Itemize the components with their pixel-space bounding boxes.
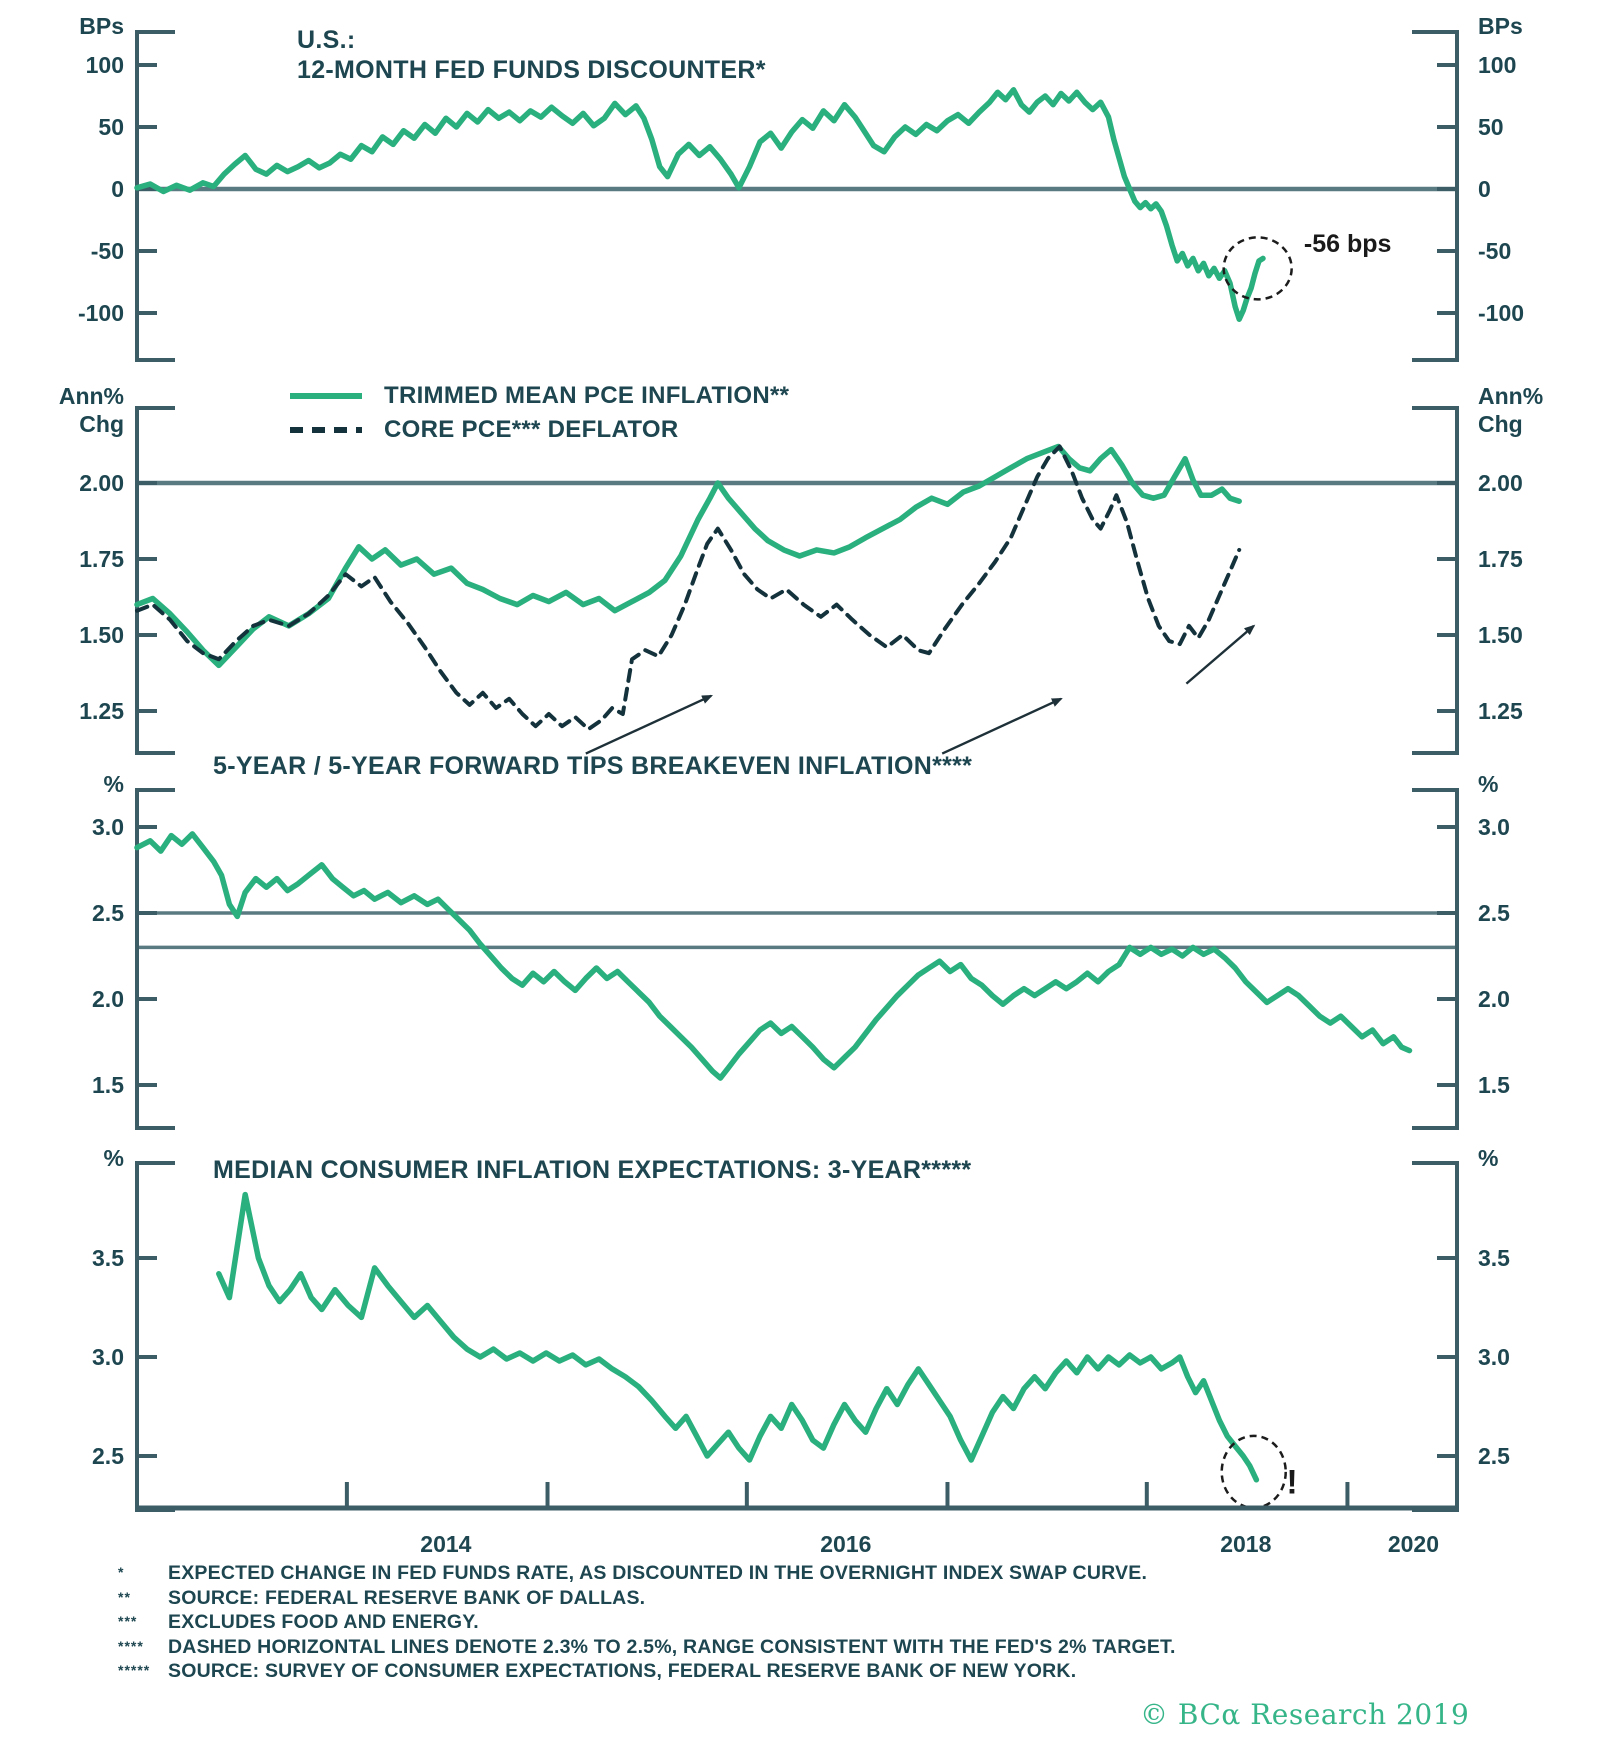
y-tick-label: 1.75	[1478, 546, 1523, 572]
right-axis	[1412, 790, 1457, 1128]
series-line-12-month-fed-funds-discounter	[137, 90, 1263, 319]
solid-green-line-swatch	[290, 393, 362, 399]
right-axis	[1412, 408, 1457, 753]
panel4	[92, 1145, 1510, 1510]
y-tick-label: 100	[1478, 52, 1517, 78]
y-axis-unit-label: Chg	[79, 411, 124, 437]
x-axis-year-label: 2018	[1220, 1531, 1272, 1557]
x-axis-year-label: 2014	[420, 1531, 472, 1557]
footnote-text: SOURCE: FEDERAL RESERVE BANK OF DALLAS.	[168, 1586, 646, 1609]
footnote-star: ***	[118, 1613, 138, 1629]
right-axis	[1412, 32, 1457, 360]
footnote-row	[118, 1660, 1448, 1685]
footnote-star: ****	[118, 1637, 144, 1654]
y-tick-label: 3.5	[92, 1245, 124, 1271]
footnote-text: EXPECTED CHANGE IN FED FUNDS RATE, AS DISCOUNTED IN THE OVERNIGHT INDEX SWAP CURVE.	[168, 1562, 1148, 1584]
panel3-title: 5-YEAR / 5-YEAR FORWARD TIPS BREAKEVEN INFLATION****	[213, 752, 973, 780]
y-tick-label: 1.75	[79, 546, 124, 572]
series-line-core-pce-deflator	[137, 447, 1239, 730]
trend-arrow-annotation	[942, 699, 1061, 754]
footnote-text: SOURCE: SURVEY OF CONSUMER EXPECTATIONS, FEDERAL RESERVE BANK OF NEW YORK.	[168, 1660, 1077, 1682]
y-axis-unit-label: %	[103, 1145, 124, 1171]
y-tick-label: 2.0	[1478, 986, 1510, 1012]
y-tick-label: 3.0	[92, 814, 124, 840]
footnote-star: **	[118, 1588, 131, 1605]
y-tick-label: -50	[90, 238, 124, 264]
y-tick-label: 1.25	[1478, 698, 1523, 724]
y-axis-unit-label: %	[1478, 771, 1499, 797]
y-tick-label: 3.0	[92, 1344, 124, 1370]
annotation-label: !	[1286, 1463, 1298, 1502]
footnote-text: DASHED HORIZONTAL LINES DENOTE 2.3% TO 2.5%, RANGE CONSISTENT WITH THE FED'S 2% TARGET.	[168, 1635, 1176, 1658]
legend-label-core-pce: CORE PCE*** DEFLATOR	[384, 416, 679, 443]
y-axis-unit-label: %	[103, 771, 124, 797]
panel1-title-line2: 12-MONTH FED FUNDS DISCOUNTER*	[297, 56, 766, 84]
footnote-text: EXCLUDES FOOD AND ENERGY.	[168, 1611, 479, 1633]
y-tick-label: 2.5	[1478, 900, 1510, 926]
y-tick-label: 2.5	[1478, 1443, 1510, 1469]
y-tick-label: 1.50	[79, 622, 124, 648]
y-axis-unit-label: BPs	[79, 13, 124, 39]
footnote-row	[118, 1562, 1448, 1587]
footnote-row	[118, 1587, 1448, 1612]
y-axis-unit-label: Chg	[1478, 411, 1523, 437]
left-axis	[137, 32, 175, 360]
annotation-label: -56 bps	[1303, 230, 1392, 259]
y-tick-label: 1.25	[79, 698, 124, 724]
panel1	[78, 13, 1524, 360]
footnote-row	[118, 1636, 1448, 1661]
panel3	[92, 771, 1510, 1128]
y-axis-unit-label: Ann%	[1478, 383, 1544, 409]
y-axis-unit-label: BPs	[1478, 13, 1523, 39]
left-axis	[137, 408, 175, 753]
x-axis-year-label: 2016	[820, 1531, 872, 1557]
panel1-title-line1: U.S.:	[297, 26, 356, 54]
panel4-title: MEDIAN CONSUMER INFLATION EXPECTATIONS: 3-YEAR*****	[213, 1156, 972, 1184]
y-tick-label: 1.5	[92, 1072, 124, 1098]
legend-item-trimmed-mean	[290, 382, 789, 410]
footnotes-block	[118, 1562, 1448, 1685]
y-axis-unit-label: Ann%	[58, 383, 124, 409]
dashed-dark-line-swatch	[290, 427, 362, 433]
y-tick-label: 2.00	[79, 470, 124, 496]
series-line-5y-5y-forward-tips-breakeven-inflation	[137, 834, 1410, 1078]
trend-arrow-annotation	[1186, 626, 1253, 684]
panel2	[59, 383, 1543, 754]
y-tick-label: 3.0	[1478, 1344, 1510, 1370]
legend-item-core-pce	[290, 416, 678, 444]
bca-research-copyright: © BCα Research 2019	[1140, 1698, 1470, 1731]
y-tick-label: 0	[111, 176, 124, 202]
footnote-row	[118, 1611, 1448, 1636]
y-tick-label: 2.00	[1478, 470, 1523, 496]
y-tick-label: 2.0	[92, 986, 124, 1012]
y-tick-label: 2.5	[92, 1443, 124, 1469]
y-tick-label: 2.5	[92, 900, 124, 926]
trend-arrow-annotation	[586, 696, 711, 754]
y-tick-label: 0	[1478, 176, 1491, 202]
x-axis	[137, 1482, 1457, 1557]
y-tick-label: 100	[85, 52, 124, 78]
y-tick-label: 3.5	[1478, 1245, 1510, 1271]
y-tick-label: -100	[77, 300, 124, 326]
series-line-median-consumer-inflation-expectations-3-year-ahead	[219, 1195, 1257, 1480]
footnote-star: *****	[118, 1662, 151, 1678]
x-axis-year-label: 2020	[1387, 1531, 1440, 1557]
y-tick-label: 1.5	[1478, 1072, 1510, 1098]
y-tick-label: 1.50	[1478, 622, 1523, 648]
y-tick-label: 50	[98, 114, 124, 140]
y-tick-label: 50	[1478, 114, 1504, 140]
y-tick-label: -50	[1478, 238, 1512, 264]
footnote-star: *	[118, 1564, 125, 1580]
y-axis-unit-label: %	[1478, 1145, 1499, 1171]
y-tick-label: 3.0	[1478, 814, 1510, 840]
y-tick-label: -100	[1478, 300, 1525, 326]
legend-label-trimmed-mean: TRIMMED MEAN PCE INFLATION**	[384, 382, 790, 409]
